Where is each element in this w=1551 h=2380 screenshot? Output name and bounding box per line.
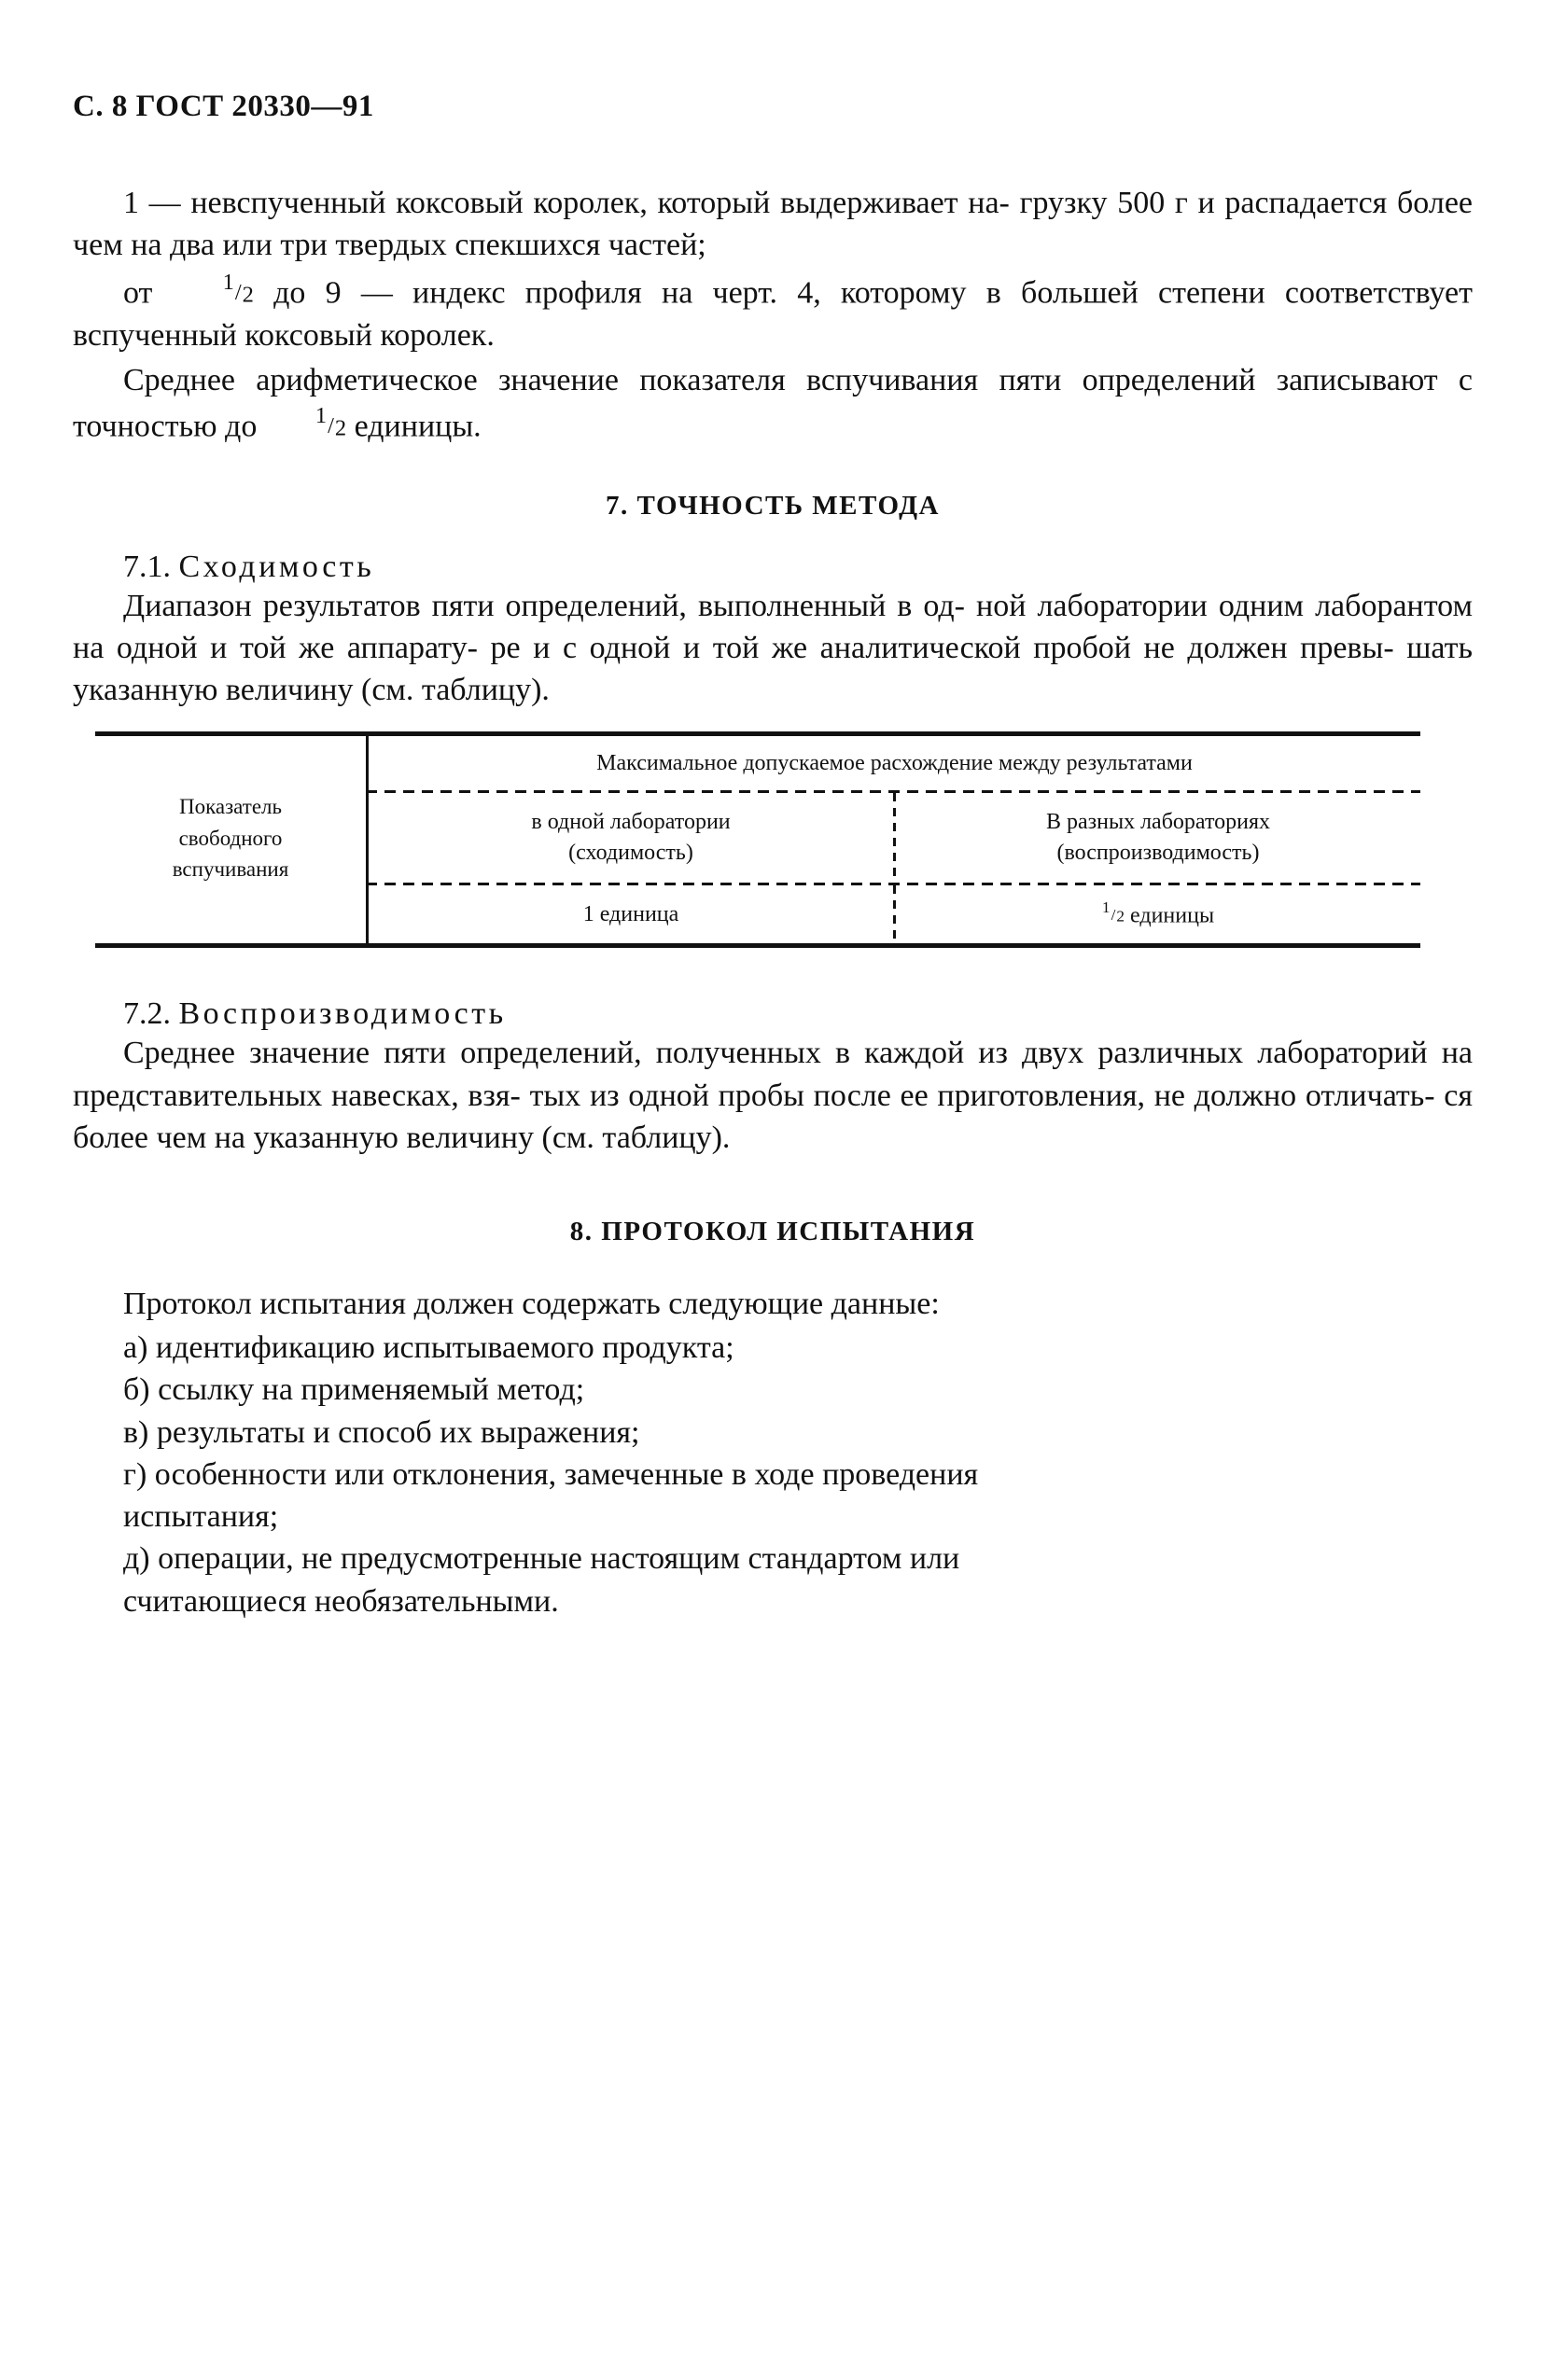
paragraph-line: Среднее арифметическое значение показателя вспучивания	[123, 362, 979, 397]
section-heading-8: 8. ПРОТОКОЛ ИСПЫТАНИЯ	[569, 1217, 976, 1246]
fraction-denominator: 2	[1116, 907, 1125, 926]
table-row-header-line: вспучивания	[172, 857, 289, 882]
table-span-header: Максимальное допускаемое расхождение между результатами	[596, 750, 1193, 775]
fraction-numerator: 1	[222, 270, 234, 296]
list-item: в) результаты и способ их выражения;	[123, 1414, 640, 1450]
fraction-one-half	[1102, 897, 1125, 928]
table-bottom-rule	[95, 943, 1420, 948]
list-item: г) особенности или отклонения, замеченные в ходе проведения	[123, 1456, 979, 1492]
table-row-header-line: Показатель	[178, 795, 283, 819]
column-header-line: (воспроизводимость)	[1056, 841, 1260, 866]
paragraph-line: тых из одной пробы после ее приготовления, не должно отличать-	[529, 1078, 1435, 1113]
paragraph-text: пяти определений записывают с точностью до	[73, 362, 1474, 444]
subsection-number: 7.1.	[123, 549, 179, 584]
table-cell-reproducibility-value	[896, 885, 1420, 943]
subsection-title: Воспроизводимость	[178, 996, 507, 1032]
page-content	[73, 90, 1473, 1622]
table-column-header-repeatability	[369, 793, 893, 883]
table-row-header	[95, 793, 366, 883]
paragraph-average-value	[73, 359, 1473, 448]
table-subheader-row	[95, 793, 1420, 883]
fraction-one-half	[173, 268, 254, 311]
paragraph-text: от	[123, 276, 173, 312]
section-heading-7: 7. ТОЧНОСТЬ МЕТОДА	[606, 490, 940, 521]
table-cell-repeatability-value: 1 единица	[582, 901, 679, 926]
fraction-denominator: 2	[334, 415, 347, 441]
table-value-row	[95, 885, 1420, 943]
table-row-header-line: свободного	[178, 826, 283, 850]
subsection-heading-7-1	[123, 550, 1473, 585]
paragraph-line: спекшихся частей;	[454, 228, 706, 263]
paragraph-profile-index	[73, 268, 1473, 356]
paragraph-line: 1 — невспученный коксовый королек, который выдерживает на-	[123, 186, 1010, 220]
table-column-header-reproducibility	[896, 793, 1420, 883]
table-row-label-empty	[95, 885, 366, 943]
fraction-slash: /	[1111, 906, 1116, 925]
paragraph-line: ной лаборатории одним лаборантом на одной и той же аппарату-	[73, 588, 1474, 665]
report-items-list	[73, 1327, 1473, 1622]
list-item: а) идентификацию испытываемого продукта;	[123, 1330, 734, 1366]
subsection-number: 7.2.	[123, 996, 179, 1032]
fraction-slash: /	[234, 280, 242, 306]
column-header-line: В разных лабораториях	[1045, 809, 1271, 834]
list-item-continuation: считающиеся необязательными.	[123, 1583, 559, 1619]
paragraph-line: двух различных лабораторий на представительных навесках, взя-	[73, 1036, 1474, 1113]
fraction-slash: /	[328, 412, 334, 438]
paragraph-line: Диапазон результатов пяти определений, выполненный в од-	[123, 588, 966, 623]
table-header-row	[95, 736, 1420, 790]
paragraph-text: единицы.	[346, 409, 482, 444]
fraction-numerator: 1	[314, 402, 328, 428]
paragraph-text: до 9 — индекс профиля на черт. 4, которому в большей	[253, 276, 1139, 312]
precision-table	[73, 731, 1473, 948]
column-header-line: в одной лаборатории	[531, 809, 731, 834]
fraction-numerator: 1	[1101, 898, 1111, 917]
list-item: д) операции, не предусмотренные настоящим стандартом или	[123, 1541, 960, 1577]
paragraph-line: Среднее значение пяти определений, полученных в каждой из	[123, 1036, 1008, 1071]
list-item-continuation: испытания;	[123, 1499, 279, 1535]
paragraph-line: степени соответствует вспученный коксовый королек.	[73, 276, 1473, 354]
column-header-line: (сходимость)	[568, 841, 693, 866]
paragraph-repeatability	[73, 585, 1473, 712]
paragraph-line: ре и с одной и той же аналитической пробой не должен превы-	[490, 630, 1394, 665]
paragraph-line: шать указанную величину (см. таблицу).	[73, 630, 1474, 708]
subsection-title: Сходимость	[178, 549, 375, 584]
subsection-heading-7-2	[123, 996, 1473, 1032]
paragraph-line: ся более чем на указанную величину (см. таблицу).	[73, 1078, 1474, 1155]
paragraph-report-lead: Протокол испытания должен содержать следующие данные:	[123, 1287, 940, 1321]
fraction-one-half	[265, 401, 346, 444]
paragraph-coke-button	[73, 182, 1473, 266]
page-header: С. 8 ГОСТ 20330—91	[73, 90, 374, 123]
paragraph-reproducibility	[73, 1032, 1473, 1159]
paragraph-line: грузку 500 г и распадается более чем на два или три твердых	[73, 186, 1474, 263]
table-corner-cell	[95, 736, 366, 790]
fraction-denominator: 2	[242, 282, 254, 308]
value-suffix: единицы	[1125, 903, 1215, 928]
list-item: б) ссылку на применяемый метод;	[123, 1372, 585, 1408]
